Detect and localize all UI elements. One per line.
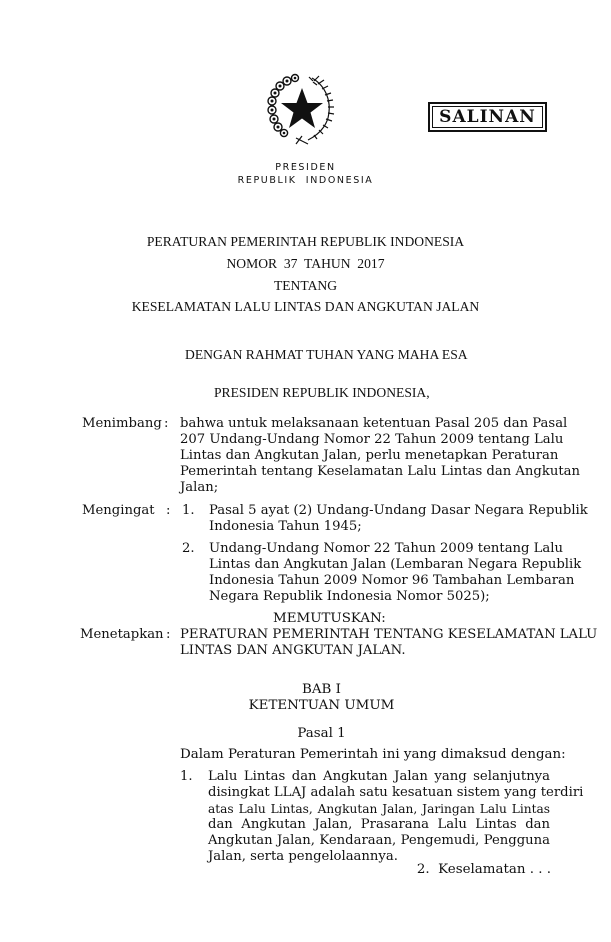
menetapkan-text [180,627,598,659]
pasal-item-number: 1. [180,769,193,784]
authority: PRESIDEN REPUBLIK INDONESIA, [214,385,430,400]
pasal-item-1 [208,769,584,865]
mengingat-item-line: Indonesia Tahun 2009 Nomor 96 Tambahan Lembaran [209,573,575,588]
pasal-item-line: Jalan, serta pengelolaannya. [208,849,398,864]
pasal-item-line: Lalu Lintas dan Angkutan Jalan yang selanjutnya [208,769,550,784]
pasal-title: Pasal 1 [297,726,346,741]
menetapkan-line: LINTAS DAN ANGKUTAN JALAN. [180,643,406,658]
menimbang-line: bahwa untuk melaksanaan ketentuan Pasal 205 dan Pasal [180,416,568,431]
mengingat-item-line: Negara Republik Indonesia Nomor 5025); [209,589,490,604]
mengingat-item-line: Undang-Undang Nomor 22 Tahun 2009 tentang Lalu [209,541,564,556]
pasal-item-line: atas Lalu Lintas, Angkutan Jalan, Jaringan Lalu Lintas [208,802,550,816]
invocation: DENGAN RAHMAT TUHAN YANG MAHA ESA [185,347,468,362]
menimbang-label: Menimbang [82,416,162,431]
mengingat-colon: : [166,503,171,518]
menetapkan-label: Menetapkan [80,627,164,642]
title-tentang: TENTANG [273,278,338,293]
menimbang-line: Pemerintah tentang Keselamatan Lalu Lintas dan Angkutan [180,464,581,479]
mengingat-label: Mengingat [82,503,155,518]
bab-title: KETENTUAN UMUM [248,698,395,713]
salinan-stamp [428,102,547,132]
menimbang-text [180,416,581,496]
bab-number: BAB I [302,682,341,697]
title-number: NOMOR 37 TAHUN 2017 [226,256,385,271]
menimbang-line: 207 Undang-Undang Nomor 22 Tahun 2009 tentang Lalu [180,432,564,447]
menetapkan-colon: : [166,627,171,642]
menimbang-line: Lintas dan Angkutan Jalan, perlu menetapkan Peraturan [180,448,559,463]
pasal-item-line: disingkat LLAJ adalah satu kesatuan sistem yang terdiri [208,785,584,800]
menetapkan-line: PERATURAN PEMERINTAH TENTANG KESELAMATAN LALU [180,627,598,642]
office-label-presiden: PRESIDEN [275,162,336,173]
title-line-1: PERATURAN PEMERINTAH REPUBLIK INDONESIA [146,234,465,249]
pasal-item-line: Angkutan Jalan, Kendaraan, Pengemudi, Pengguna [208,833,550,848]
mengingat-item-number: 2. [182,541,195,556]
office-label-republik: REPUBLIK INDONESIA [237,175,374,186]
presidential-emblem-icon [256,72,348,146]
title-subject: KESELAMATAN LALU LINTAS DAN ANGKUTAN JALAN [131,299,480,314]
mengingat-item-2 [209,541,582,605]
mengingat-item-number: 1. [182,503,195,518]
mengingat-item-line: Lintas dan Angkutan Jalan (Lembaran Negara Republik [209,557,582,572]
page-continuation: 2. Keselamatan . . . [416,862,551,877]
pasal-intro: Dalam Peraturan Pemerintah ini yang dimaksud dengan: [180,747,566,762]
pasal-item-line: dan Angkutan Jalan, Prasarana Lalu Lintas dan [208,817,550,832]
mengingat-item-line: Indonesia Tahun 1945; [209,519,362,534]
mengingat-item-line: Pasal 5 ayat (2) Undang-Undang Dasar Negara Republik [209,503,588,518]
menimbang-line: Jalan; [180,480,219,495]
salinan-text: SALINAN [439,107,536,127]
menimbang-colon: : [164,416,169,431]
memutuskan-heading: MEMUTUSKAN: [273,611,386,626]
mengingat-item-1 [209,503,588,535]
